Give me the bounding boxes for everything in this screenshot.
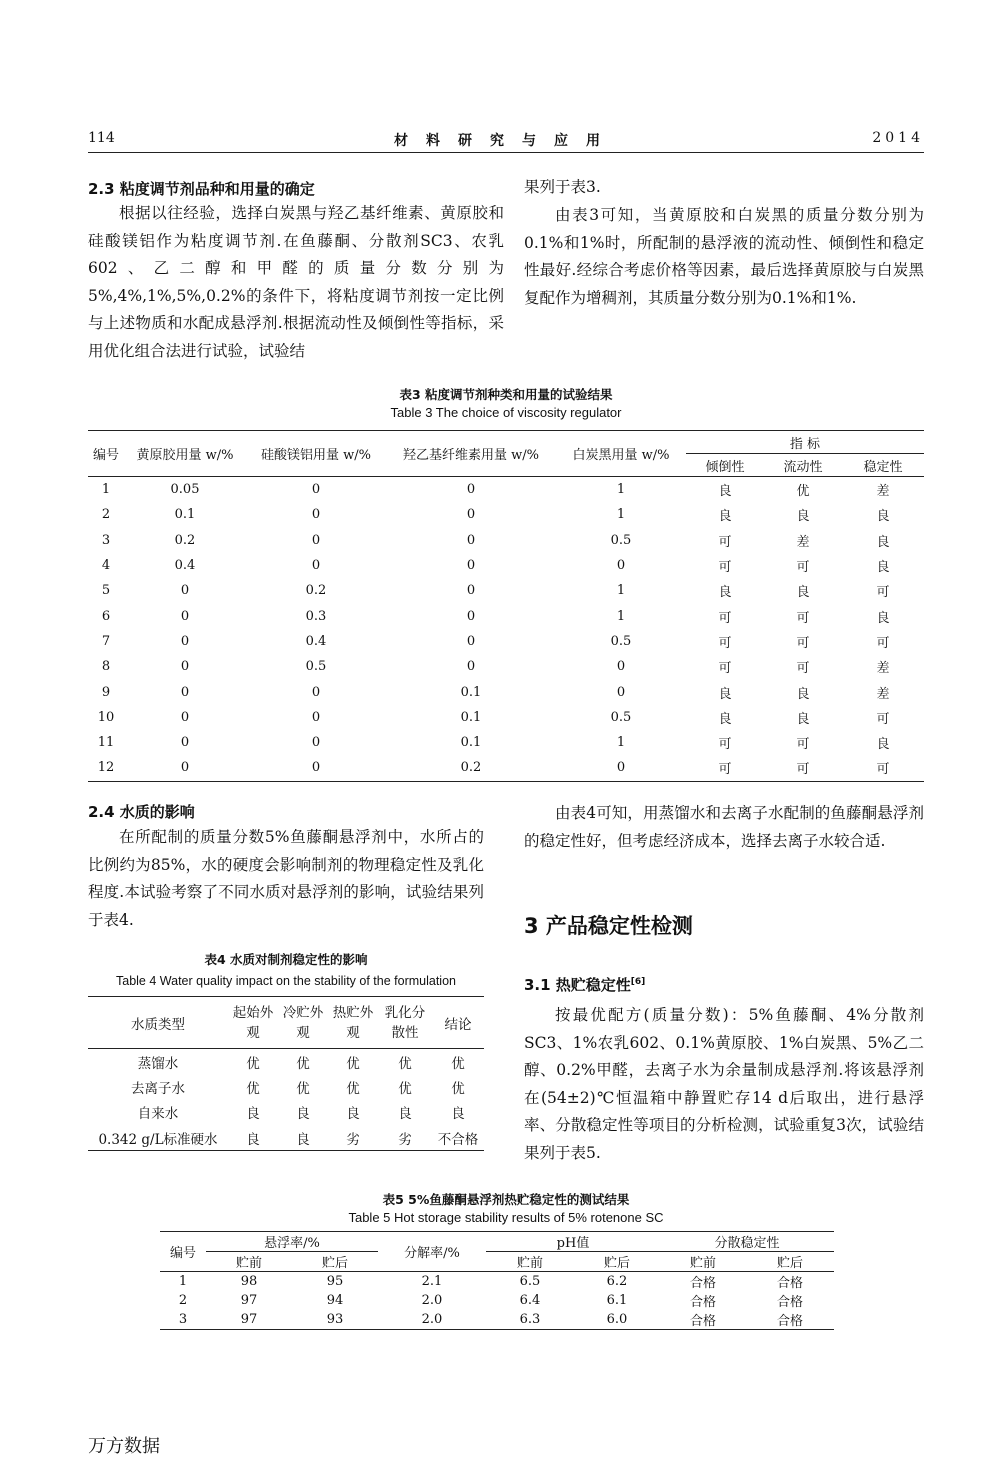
table-cell: 0: [311, 482, 321, 498]
table-cell: 0: [180, 633, 190, 649]
table-cell: 1: [178, 1274, 188, 1289]
table-row: [88, 705, 924, 730]
section-3-1-ref: [6]: [630, 977, 646, 987]
table-cell: 良: [796, 711, 810, 727]
table-cell: 优: [398, 1080, 412, 1097]
section-2-4-heading: 2.4 水质的影响: [88, 803, 195, 821]
table-cell: 劣: [346, 1131, 360, 1148]
table3-caption-en: Table 3 The choice of viscosity regulator: [390, 405, 622, 420]
table-cell: 可: [876, 762, 890, 778]
table-cell: 0: [466, 507, 476, 523]
table-cell: 1: [616, 735, 626, 751]
table-cell: 可: [718, 762, 732, 778]
table-cell: 8: [101, 659, 111, 675]
table-cell: 0: [311, 709, 321, 725]
watermark: 万方数据: [88, 1436, 160, 1457]
table-cell: 合格: [776, 1295, 803, 1310]
table-cell: 6.5: [519, 1274, 541, 1289]
table-cell: 95: [326, 1274, 344, 1289]
table-cell: 0: [311, 684, 321, 700]
table-cell: 优: [346, 1055, 360, 1072]
table-cell: 0.342 g/L标准硬水: [98, 1131, 218, 1148]
table-cell: 6: [101, 608, 111, 624]
table-cell: 优: [796, 484, 810, 500]
table-cell: 良: [796, 585, 810, 601]
table-cell: 良: [398, 1106, 412, 1123]
table-cell: 9: [101, 684, 111, 700]
t5-sub-disp-before: 贮前: [660, 1252, 746, 1272]
table-cell: 0: [180, 608, 190, 624]
table-cell: 合格: [689, 1295, 716, 1310]
t5-sub-ph-after: 贮后: [574, 1252, 660, 1272]
section-2-4-conclusion: 由表4可知，用蒸馏水和去离子水配制的鱼藤酮悬浮剂的稳定性好，但考虑经济成本，选择去离子水较合适.: [524, 804, 924, 850]
table-cell: 10: [97, 709, 115, 725]
table4-body: [88, 1049, 484, 1151]
t5-header-id: 编号: [160, 1232, 206, 1272]
table-row: [88, 755, 924, 781]
table-cell: 2.1: [421, 1274, 443, 1289]
table-cell: 0.4: [174, 558, 196, 574]
t3-header-stability: 稳定性: [842, 454, 924, 477]
table-cell: 可: [718, 610, 732, 626]
table-cell: 0.5: [610, 709, 632, 725]
table-row: [88, 578, 924, 603]
section-2-3-continuation: 果列于表3.: [524, 178, 601, 196]
table-row: [88, 528, 924, 553]
table-cell: 98: [240, 1274, 258, 1289]
table-cell: 0: [616, 684, 626, 700]
table4-caption-en: Table 4 Water quality impact on the stability of the formulation: [116, 974, 456, 988]
table-cell: 0: [180, 659, 190, 675]
table-cell: 11: [97, 735, 115, 751]
journal-year: 2014: [872, 130, 924, 146]
table-cell: 良: [718, 484, 732, 500]
table-cell: 0: [466, 633, 476, 649]
table-cell: 良: [796, 509, 810, 525]
table-cell: 优: [246, 1055, 260, 1072]
table-cell: 0: [466, 482, 476, 498]
t4-header-initial: 起始外观: [228, 997, 278, 1049]
table-cell: 0: [466, 659, 476, 675]
t4-header-water: 水质类型: [88, 997, 228, 1049]
table-cell: 合格: [776, 1314, 803, 1329]
table-cell: 1: [616, 482, 626, 498]
table-row: [88, 629, 924, 654]
table-cell: 可: [796, 661, 810, 677]
table-cell: 0.2: [460, 760, 482, 776]
table-cell: 良: [718, 585, 732, 601]
t4-header-emulsify: 乳化分散性: [378, 997, 432, 1049]
table5-body: [160, 1272, 834, 1330]
table-cell: 良: [718, 686, 732, 702]
table-cell: 优: [346, 1080, 360, 1097]
table-cell: 良: [876, 509, 890, 525]
table-cell: 劣: [398, 1131, 412, 1148]
journal-title: 材料研究与应用: [394, 133, 618, 149]
table-cell: 合格: [689, 1276, 716, 1291]
table-cell: 差: [876, 686, 890, 702]
table-cell: 0.2: [305, 583, 327, 599]
t4-header-cold: 冷贮外观: [278, 997, 328, 1049]
table-cell: 0: [616, 659, 626, 675]
t5-sub-susp-after: 贮后: [292, 1252, 378, 1272]
table-row: [88, 603, 924, 628]
section-3-heading: 3 产品稳定性检测: [524, 914, 693, 938]
table-cell: 97: [240, 1293, 258, 1308]
table-cell: 优: [246, 1080, 260, 1097]
table-cell: 1: [616, 507, 626, 523]
table-cell: 优: [451, 1080, 465, 1097]
t4-header-hot: 热贮外观: [328, 997, 378, 1049]
table-row: [88, 1125, 484, 1151]
table-cell: 良: [246, 1131, 260, 1148]
section-2-4-paragraph: 在所配制的质量分数5%鱼藤酮悬浮剂中，水所占的比例约为85%，水的硬度会影响制剂的物理稳定性及乳化程度.本试验考察了不同水质对悬浮剂的影响，试验结果列于表4.: [88, 828, 484, 929]
table-cell: 良: [246, 1106, 260, 1123]
section-2-3-heading: 2.3 粘度调节剂品种和用量的确定: [88, 180, 315, 198]
table-row: [160, 1310, 834, 1330]
table-cell: 优: [296, 1055, 310, 1072]
table-cell: 0: [466, 608, 476, 624]
table-cell: 6.0: [606, 1312, 628, 1327]
table-cell: 6.4: [519, 1293, 541, 1308]
t4-header-conclusion: 结论: [432, 997, 484, 1049]
table-cell: 0.5: [610, 633, 632, 649]
table4-caption: 表4 水质对制剂稳定性的影响: [204, 952, 368, 967]
table-cell: 差: [876, 661, 890, 677]
table-row: [88, 679, 924, 704]
table-cell: 可: [876, 585, 890, 601]
t3-header-xanthan: 黄原胶用量 w/%: [124, 431, 246, 477]
table-cell: 可: [796, 635, 810, 651]
table-cell: 蒸馏水: [137, 1055, 179, 1072]
table-cell: 可: [718, 737, 732, 753]
t5-sub-disp-after: 贮后: [746, 1252, 834, 1272]
t3-header-pourability: 倾倒性: [686, 454, 764, 477]
table-cell: 0.1: [460, 735, 482, 751]
t5-sub-susp-before: 贮前: [206, 1252, 292, 1272]
table-cell: 2: [178, 1293, 188, 1308]
table-cell: 0.2: [174, 532, 196, 548]
table-cell: 良: [451, 1106, 465, 1123]
table-cell: 94: [326, 1293, 344, 1308]
section-3-1-heading: [524, 974, 645, 995]
table-cell: 0.1: [460, 709, 482, 725]
table-cell: 3: [178, 1312, 188, 1327]
table-row: [88, 502, 924, 527]
table-cell: 0: [616, 558, 626, 574]
t3-header-fluidity: 流动性: [764, 454, 842, 477]
table-cell: 优: [296, 1080, 310, 1097]
table-cell: 0: [616, 760, 626, 776]
table-cell: 可: [796, 737, 810, 753]
table-cell: 5: [101, 583, 111, 599]
table-row: [88, 654, 924, 679]
table-cell: 差: [876, 484, 890, 500]
table-cell: 0: [180, 684, 190, 700]
table-cell: 可: [796, 762, 810, 778]
table-cell: 良: [796, 686, 810, 702]
t3-header-indicators: 指 标: [686, 431, 924, 454]
table-cell: 良: [876, 534, 890, 550]
table-cell: 0.1: [174, 507, 196, 523]
table-cell: 自来水: [137, 1106, 179, 1123]
table-cell: 可: [796, 560, 810, 576]
section-3-1-paragraph: 按最优配方(质量分数)：5%鱼藤酮、4%分散剂SC3、1%农乳602、0.1%黄原胶、1%白炭黑、5%乙二醇、0.2%甲醛，去离子水为余量制成悬浮剂.将该悬浮剂在(54±2)℃恒温箱中静置贮存14 d后取出，进行悬浮率、分散稳定性等项目的分析检测，试验重复3次，试验结果列于表5.: [524, 1006, 924, 1162]
table-cell: 良: [718, 509, 732, 525]
t5-header-ph: pH值: [486, 1232, 660, 1252]
table-row: [88, 1100, 484, 1126]
section-2-3-conclusion: 由表3可知，当黄原胶和白炭黑的质量分数分别为0.1%和1%时，所配制的悬浮液的流动性、倾倒性和稳定性最好.经综合考虑价格等因素，最后选择黄原胶与白炭黑复配作为增稠剂，其质量分数分别为0.1%和1%.: [524, 206, 924, 307]
table-cell: 0.4: [305, 633, 327, 649]
table-cell: 差: [796, 534, 810, 550]
table-cell: 1: [101, 482, 111, 498]
table-cell: 0: [311, 507, 321, 523]
table-cell: 6.2: [606, 1274, 628, 1289]
table-row: [88, 730, 924, 755]
table-cell: 0.3: [305, 608, 327, 624]
table-cell: 0.05: [170, 482, 200, 498]
table-cell: 0: [180, 709, 190, 725]
table-cell: 0: [311, 532, 321, 548]
table-cell: 良: [296, 1131, 310, 1148]
running-header: [88, 130, 924, 154]
table5: [160, 1231, 834, 1330]
table3: [88, 430, 924, 782]
table-cell: 0.5: [305, 659, 327, 675]
table-cell: 0: [466, 532, 476, 548]
table-cell: 可: [718, 635, 732, 651]
table-cell: 3: [101, 532, 111, 548]
table-cell: 合格: [776, 1276, 803, 1291]
table-cell: 可: [876, 711, 890, 727]
section-2-3-paragraph: 根据以往经验，选择白炭黑与羟乙基纤维素、黄原胶和硅酸镁铝作为粘度调节剂.在鱼藤酮、分散剂SC3、农乳602、乙二醇和甲醛的质量分数分别为5%,4%,1%,5%,0.2%的条件下，将粘度调节剂按一定比例与上述物质和水配成悬浮剂.根据流动性及倾倒性等指标，采用优化组合法进行试验，试验结: [88, 204, 504, 360]
table3-caption: 表3 粘度调节剂种类和用量的试验结果: [399, 387, 613, 402]
table-cell: 合格: [689, 1314, 716, 1329]
t5-header-dispersion: 分散稳定性: [660, 1232, 834, 1252]
table-cell: 良: [296, 1106, 310, 1123]
table-cell: 0: [311, 558, 321, 574]
table-cell: 0: [466, 583, 476, 599]
table-row: [88, 1074, 484, 1100]
section-3-1-title: 3.1 热贮稳定性: [524, 976, 631, 994]
table-cell: 优: [398, 1055, 412, 1072]
t3-header-hec: 羟乙基纤维素用量 w/%: [386, 431, 556, 477]
table3-body: [88, 477, 924, 782]
page-number: 114: [88, 130, 115, 146]
t3-header-silica: 白炭黑用量 w/%: [556, 431, 686, 477]
table-cell: 2: [101, 507, 111, 523]
table-cell: 2.0: [421, 1293, 443, 1308]
table-cell: 0: [466, 558, 476, 574]
table-cell: 可: [876, 635, 890, 651]
table-row: [160, 1272, 834, 1292]
table-cell: 良: [718, 711, 732, 727]
t5-header-decomposition: 分解率/%: [378, 1232, 486, 1272]
table-cell: 可: [718, 661, 732, 677]
table-row: [88, 1049, 484, 1075]
table-cell: 去离子水: [131, 1080, 185, 1097]
table-cell: 良: [876, 560, 890, 576]
table-cell: 良: [876, 610, 890, 626]
table-cell: 优: [451, 1055, 465, 1072]
table-cell: 0: [180, 583, 190, 599]
header-rule: [88, 152, 924, 153]
table-row: [160, 1291, 834, 1310]
table-cell: 6.1: [606, 1293, 628, 1308]
table-cell: 0: [311, 760, 321, 776]
table-cell: 4: [101, 558, 111, 574]
table-cell: 1: [616, 583, 626, 599]
table-cell: 93: [326, 1312, 344, 1327]
table-cell: 0: [180, 735, 190, 751]
table-cell: 不合格: [437, 1131, 479, 1148]
table5-caption: 表5 5%鱼藤酮悬浮剂热贮稳定性的测试结果: [382, 1192, 630, 1207]
table5-caption-en: Table 5 Hot storage stability results of 5% rotenone SC: [348, 1210, 664, 1225]
table-cell: 6.3: [519, 1312, 541, 1327]
table-cell: 2.0: [421, 1312, 443, 1327]
table-cell: 97: [240, 1312, 258, 1327]
table-cell: 0.5: [610, 532, 632, 548]
table-cell: 良: [346, 1106, 360, 1123]
table-cell: 12: [97, 760, 115, 776]
table-cell: 可: [718, 560, 732, 576]
table-cell: 0: [180, 760, 190, 776]
table-cell: 0: [311, 735, 321, 751]
t3-header-mgal: 硅酸镁铝用量 w/%: [246, 431, 386, 477]
t5-sub-ph-before: 贮前: [486, 1252, 574, 1272]
table-cell: 可: [718, 534, 732, 550]
table-cell: 良: [876, 737, 890, 753]
t5-header-suspensibility: 悬浮率/%: [206, 1232, 378, 1252]
table-cell: 7: [101, 633, 111, 649]
table-row: [88, 477, 924, 503]
t3-header-id: 编号: [88, 431, 124, 477]
table-cell: 可: [796, 610, 810, 626]
table-cell: 1: [616, 608, 626, 624]
table-row: [88, 553, 924, 578]
table4: [88, 996, 484, 1151]
table-cell: 0.1: [460, 684, 482, 700]
